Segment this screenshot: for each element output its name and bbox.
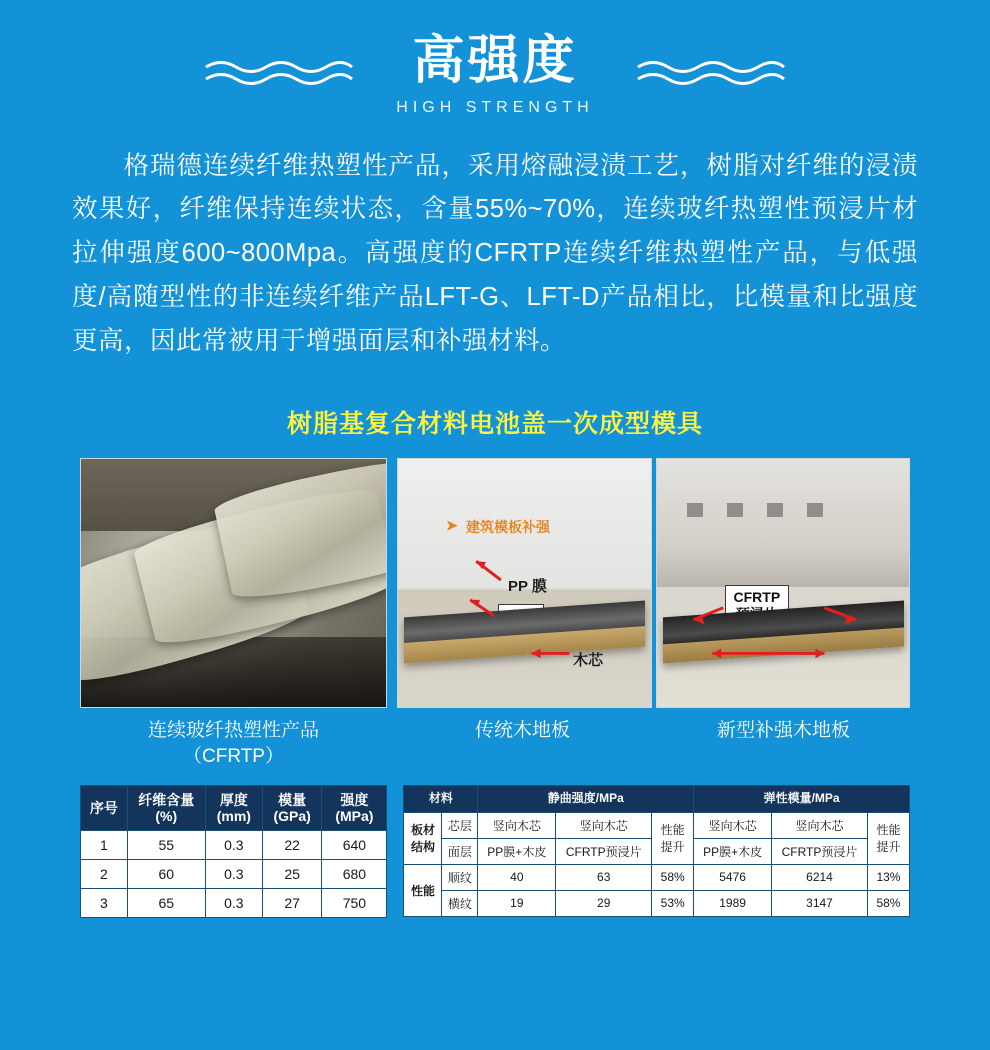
cell-face-a: PP膜+木皮 xyxy=(478,838,556,864)
photo-pair xyxy=(397,458,910,708)
section-heading: 树脂基复合材料电池盖一次成型模具 xyxy=(286,409,703,438)
caption-middle: 传统木地板 xyxy=(474,719,570,741)
table-row xyxy=(404,864,910,890)
table-header-row xyxy=(81,786,387,831)
cell-mod-b: 3147 xyxy=(772,890,868,916)
page-header xyxy=(0,0,990,117)
th-modulus-l1: 模量 xyxy=(278,792,307,809)
shed-window xyxy=(687,503,703,517)
table-row xyxy=(81,889,387,918)
cell-face-c: PP膜+木皮 xyxy=(694,838,772,864)
cell-bend-improve xyxy=(652,812,694,864)
th-material: 材料 xyxy=(404,786,478,813)
traditional-wood-floor-photo xyxy=(397,458,652,708)
annotation-cfrtp-line1: CFRTP xyxy=(733,588,781,605)
th-thickness-l1: 厚度 xyxy=(219,792,248,809)
cell-strength: 680 xyxy=(322,860,387,889)
cell-index: 2 xyxy=(81,860,128,889)
cell-modulus: 25 xyxy=(262,860,321,889)
cell-mod-gain: 58% xyxy=(867,890,909,916)
image-left-wrapper xyxy=(80,458,387,708)
cell-fiber-content: 65 xyxy=(127,889,205,918)
body-paragraph xyxy=(72,145,918,364)
image-right-wrapper xyxy=(397,458,910,708)
cell-fiber-content: 60 xyxy=(127,860,205,889)
cell-performance-label: 性能 xyxy=(404,864,442,916)
cell-face-d: CFRTP预浸片 xyxy=(772,838,868,864)
th-strength-l1: 强度 xyxy=(340,792,369,809)
cell-bend-gain: 53% xyxy=(652,890,694,916)
page-subtitle: HIGH STRENGTH xyxy=(396,98,594,116)
cell-bend-improve-l1: 性能 xyxy=(660,823,685,838)
th-index-l1: 序号 xyxy=(89,800,118,817)
cell-bend-a: 40 xyxy=(478,864,556,890)
fiber-spec-table xyxy=(80,785,387,918)
tables-row xyxy=(80,785,910,918)
floor-performance-table xyxy=(403,785,910,917)
th-fiber-content-l2: (%) xyxy=(155,808,178,825)
cell-bend-core-a: 竖向木芯 xyxy=(478,812,556,838)
table-row xyxy=(404,890,910,916)
th-index xyxy=(81,786,128,831)
cell-thickness: 0.3 xyxy=(205,831,262,860)
cell-strength: 750 xyxy=(322,889,387,918)
factory-shed-background xyxy=(657,459,910,587)
th-strength xyxy=(322,786,387,831)
shed-window xyxy=(767,503,783,517)
cell-bend-b: 29 xyxy=(556,890,652,916)
continuous-glass-fiber-rolls-photo xyxy=(80,458,387,708)
cell-core-layer: 芯层 xyxy=(442,812,478,838)
th-thickness xyxy=(205,786,262,831)
annotation-wood-core: 木芯 xyxy=(573,651,604,669)
cell-mod-improve-l2: 提升 xyxy=(876,840,901,855)
wave-lines-icon-right xyxy=(636,55,786,95)
cell-thickness: 0.3 xyxy=(205,889,262,918)
cell-strength: 640 xyxy=(322,831,387,860)
wood-floor-slab xyxy=(404,600,645,663)
cell-bend-core-b: 竖向木芯 xyxy=(556,812,652,838)
cell-thickness: 0.3 xyxy=(205,860,262,889)
cell-face-b: CFRTP预浸片 xyxy=(556,838,652,864)
th-fiber-content xyxy=(127,786,205,831)
right-rail xyxy=(976,0,990,1050)
cell-mod-b: 6214 xyxy=(772,864,868,890)
annotation-construction-formwork: 建筑模板补强 xyxy=(466,518,550,535)
table-header-row xyxy=(404,786,910,813)
cell-index: 1 xyxy=(81,831,128,860)
th-elastic-modulus: 弹性模量/MPa xyxy=(694,786,910,813)
shed-window xyxy=(727,503,743,517)
th-fiber-content-l1: 纤维含量 xyxy=(138,792,195,809)
cell-board-structure-l2: 结构 xyxy=(410,840,435,855)
caption-right: 新型补强木地板 xyxy=(716,719,850,741)
cell-mod-core-a: 竖向木芯 xyxy=(694,812,772,838)
th-modulus xyxy=(262,786,321,831)
images-row xyxy=(80,458,910,708)
annotation-bullet-marker: ➤ xyxy=(446,516,458,533)
cell-board-structure-l1: 板材 xyxy=(410,823,435,838)
cell-face-layer: 面层 xyxy=(442,838,478,864)
page-title: 高强度 xyxy=(412,32,578,90)
cell-grain: 横纹 xyxy=(442,890,478,916)
cell-fiber-content: 55 xyxy=(127,831,205,860)
cell-mod-improve-l1: 性能 xyxy=(876,823,901,838)
paragraph-text: 格瑞德连续纤维热塑性产品，采用熔融浸渍工艺，树脂对纤维的浸渍效果好，纤维保持连续状态，含量55%~70%，连续玻纤热塑性预浸片材拉伸强度600~800Mpa。高强度的CFRTP连续纤维热塑性产品，与低强度/高随型性的非连续纤维产品LFT-G、LFT-D产品相比，比模量和比强度更高，因此常被用于增强面层和补强材料。 xyxy=(72,151,918,356)
cell-modulus: 22 xyxy=(262,831,321,860)
cell-index: 3 xyxy=(81,889,128,918)
cell-bend-improve-l2: 提升 xyxy=(660,840,685,855)
cell-mod-a: 1989 xyxy=(694,890,772,916)
cell-bend-a: 19 xyxy=(478,890,556,916)
th-strength-l2: (MPa) xyxy=(335,808,374,825)
th-thickness-l2: (mm) xyxy=(216,808,251,825)
title-block xyxy=(380,34,610,117)
table-row xyxy=(81,831,387,860)
cell-bend-b: 63 xyxy=(556,864,652,890)
cell-grain: 顺纹 xyxy=(442,864,478,890)
th-bending-strength: 静曲强度/MPa xyxy=(478,786,694,813)
left-rail xyxy=(0,0,14,1050)
cell-mod-core-b: 竖向木芯 xyxy=(772,812,868,838)
cell-mod-improve xyxy=(867,812,909,864)
caption-left-line2: （CFRTP） xyxy=(183,745,284,767)
reinforced-floor-slab xyxy=(663,600,904,663)
cell-board-structure xyxy=(404,812,442,864)
annotation-pp-film: PP 膜 xyxy=(508,577,547,595)
shed-window xyxy=(807,503,823,517)
cell-mod-a: 5476 xyxy=(694,864,772,890)
caption-left xyxy=(80,708,387,769)
th-modulus-l2: (GPa) xyxy=(273,808,311,825)
cell-mod-gain: 13% xyxy=(867,864,909,890)
table-row xyxy=(81,860,387,889)
cell-modulus: 27 xyxy=(262,889,321,918)
caption-row xyxy=(80,708,910,769)
wave-lines-icon xyxy=(204,55,354,95)
cell-bend-gain: 58% xyxy=(652,864,694,890)
table-subheader-row xyxy=(404,812,910,838)
caption-left-line1: 连续玻纤热塑性产品 xyxy=(147,719,319,741)
reinforced-wood-floor-photo xyxy=(656,458,911,708)
